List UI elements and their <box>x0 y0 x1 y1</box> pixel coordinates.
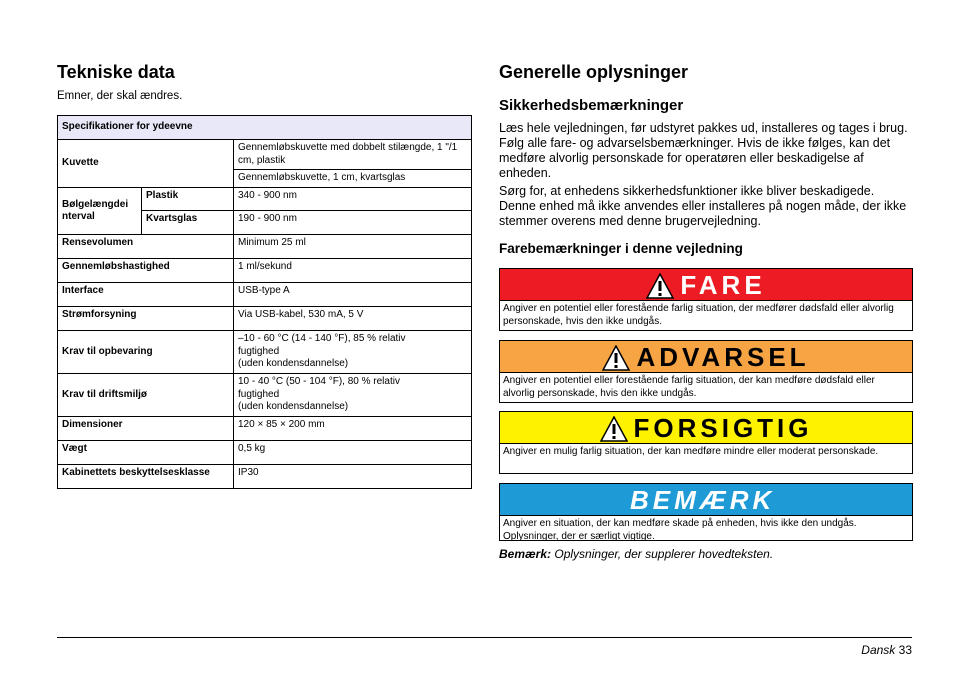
row-value-storage <box>234 331 472 374</box>
storage-line: (uden kondensdannelse) <box>238 358 349 369</box>
row-label-quartz: Kvartsglas <box>142 211 234 235</box>
row-value: USB-type A <box>234 283 472 307</box>
table-row <box>58 331 472 374</box>
table-row <box>58 140 472 170</box>
warning-band <box>500 341 912 373</box>
warning-label: ADVARSEL <box>636 341 810 372</box>
operating-line: 10 - 40 °C (50 - 104 °F), 80 % relativ <box>238 376 400 387</box>
row-label-storage: Krav til opbevaring <box>58 331 234 374</box>
section-subtitle: Emner, der skal ændres. <box>57 90 183 102</box>
row-value-quartz: 190 - 900 nm <box>234 211 472 235</box>
caution-text: Angiver en mulig farlig situation, der kan medføre mindre eller moderat personskade. <box>503 446 879 457</box>
row-label-wavelength: Bølgelængdei nterval <box>58 188 142 235</box>
note-label: Bemærk: <box>499 547 552 561</box>
row-label: Vægt <box>58 441 234 465</box>
danger-box <box>499 268 913 331</box>
table-header: Specifikationer for ydeevne <box>58 116 472 140</box>
row-label: Rensevolumen <box>58 235 234 259</box>
row-value: 1 ml/sekund <box>234 259 472 283</box>
notice-box <box>499 483 913 541</box>
table-row <box>58 283 472 307</box>
danger-label: FARE <box>680 269 766 300</box>
section-title-technical-data: Tekniske data <box>57 62 175 82</box>
danger-text: Angiver en potentiel eller forestående farlig situation, der medfører dødsfald eller alvorlig personskade, hvis den ikke undgås. <box>503 303 894 327</box>
table-row <box>58 116 472 140</box>
operating-line: fugtighed <box>238 388 280 400</box>
storage-line: fugtighed <box>238 345 280 357</box>
row-value-kuvette-2: Gennemløbskuvette, 1 cm, kvartsglas <box>234 170 472 188</box>
table-row <box>58 441 472 465</box>
subsection-title-safety: Sikkerhedsbemærkninger <box>499 97 684 114</box>
warning-triangle-icon <box>646 273 674 299</box>
caution-band <box>500 412 912 444</box>
warning-box <box>499 340 913 403</box>
page-footer <box>861 643 912 657</box>
safety-paragraph-2: Sørg for, at enhedens sikkerhedsfunktioner ikke bliver beskadigede. Denne enhed må ikke anvendes eller installeres på nogen måde, der ikke stemmer overens med denne brugervejledning. <box>499 184 907 228</box>
spec-table <box>57 115 472 489</box>
operating-line: (uden kondensdannelse) <box>238 401 349 412</box>
row-label-kuvette: Kuvette <box>58 140 234 188</box>
table-row <box>58 374 472 417</box>
safety-paragraph-1: Læs hele vejledningen, før udstyret pakkes ud, installeres og tages i brug. Følg alle fare- og advarselsbemærkninger. Hvis de ikke følges, kan det medføre alvorlig personskade for operatøren eller beskadigelse af enheden. <box>499 121 908 180</box>
row-value: Via USB-kabel, 530 mA, 5 V <box>234 307 472 331</box>
footer-language: Dansk <box>861 643 896 657</box>
caution-box <box>499 411 913 474</box>
notice-text: Angiver en situation, der kan medføre skade på enheden, hvis ikke den undgås. Oplysninger, der er særligt vigtige. <box>503 518 857 542</box>
row-label-operating: Krav til driftsmiljø <box>58 374 234 417</box>
row-label: Gennemløbshastighed <box>58 259 234 283</box>
caution-label: FORSIGTIG <box>633 412 813 443</box>
warning-triangle-icon <box>602 345 630 371</box>
row-value: Minimum 25 ml <box>234 235 472 259</box>
warning-triangle-icon <box>600 416 628 442</box>
page-number: 33 <box>898 643 912 657</box>
warning-text: Angiver en potentiel eller forestående farlig situation, der kan medføre dødsfald eller alvorlig personskade, hvis den ikke undgås. <box>503 375 875 399</box>
row-value-kuvette-1: Gennemløbskuvette med dobbelt stilængde, 1 "/1 cm, plastik <box>234 140 472 170</box>
row-label: Interface <box>58 283 234 307</box>
table-row <box>58 188 472 211</box>
table-row <box>58 235 472 259</box>
table-row <box>58 465 472 489</box>
danger-band <box>500 269 912 301</box>
notice-label: BEMÆRK <box>630 484 776 515</box>
subsection-title-precautions: Farebemærkninger i denne vejledning <box>499 241 743 256</box>
footer-divider <box>57 637 912 638</box>
row-value-operating <box>234 374 472 417</box>
table-row <box>58 259 472 283</box>
note-line <box>499 547 773 561</box>
row-value: 0,5 kg <box>234 441 472 465</box>
table-row <box>58 307 472 331</box>
row-value: IP30 <box>234 465 472 489</box>
row-value: 120 × 85 × 200 mm <box>234 417 472 441</box>
table-row <box>58 417 472 441</box>
section-title-general-info: Generelle oplysninger <box>499 62 689 82</box>
row-label-plastic: Plastik <box>142 188 234 211</box>
row-label: Strømforsyning <box>58 307 234 331</box>
note-text: Oplysninger, der supplerer hovedteksten. <box>554 547 774 561</box>
row-label: Dimensioner <box>58 417 234 441</box>
row-label: Kabinettets beskyttelsesklasse <box>58 465 234 489</box>
notice-band <box>500 484 912 516</box>
storage-line: –10 - 60 °C (14 - 140 °F), 85 % relativ <box>238 333 406 344</box>
row-value-plastic: 340 - 900 nm <box>234 188 472 211</box>
